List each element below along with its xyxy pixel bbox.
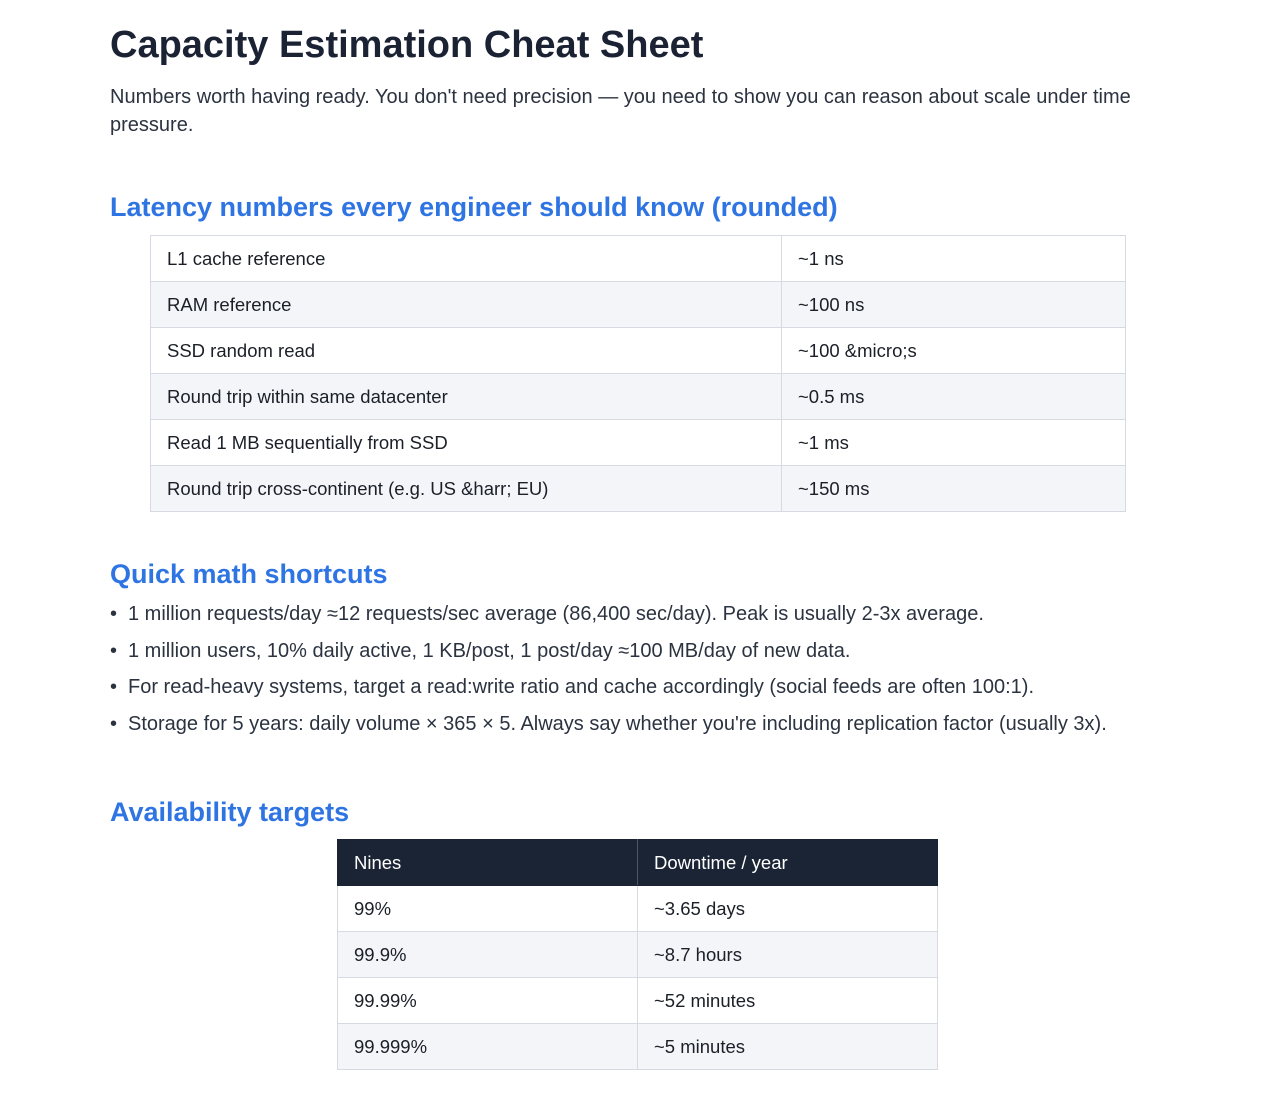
- availability-heading: Availability targets: [110, 797, 350, 827]
- nines-cell: 99%: [338, 886, 638, 932]
- nines-cell: 99.9%: [338, 932, 638, 978]
- list-item-text: 1 million requests/day ≈12 requests/sec average (86,400 sec/day). Peak is usually 2-3x average.: [128, 603, 984, 625]
- list-item: [110, 706, 1210, 743]
- latency-value: ~100 &micro;s: [782, 328, 1126, 374]
- latency-label: Round trip cross-continent (e.g. US &harr; EU): [151, 466, 782, 512]
- latency-value: ~1 ms: [782, 420, 1126, 466]
- list-item-text: For read-heavy systems, target a read:write ratio and cache accordingly (social feeds are often 100:1).: [128, 676, 1035, 698]
- latency-value: ~150 ms: [782, 466, 1126, 512]
- quick-math-list: [110, 596, 1210, 742]
- table-row: [338, 1024, 938, 1070]
- column-header-nines: Nines: [338, 840, 638, 886]
- table-row: [151, 328, 1126, 374]
- list-item-text: Storage for 5 years: daily volume × 365 × 5. Always say whether you're including replication factor (usually 3x).: [128, 712, 1107, 735]
- table-row: [151, 420, 1126, 466]
- downtime-cell: ~8.7 hours: [638, 932, 938, 978]
- latency-label: SSD random read: [151, 328, 782, 374]
- bullet-icon: •: [110, 603, 118, 625]
- latency-value: ~0.5 ms: [782, 374, 1126, 420]
- list-item: [110, 633, 1210, 670]
- availability-table: [337, 839, 938, 1070]
- latency-table: [150, 235, 1126, 512]
- table-row: [338, 932, 938, 978]
- page-title: Capacity Estimation Cheat Sheet: [110, 24, 704, 66]
- bullet-icon: •: [110, 639, 118, 662]
- quick-math-heading: Quick math shortcuts: [110, 559, 388, 589]
- list-item: [110, 669, 1210, 706]
- table-row: [338, 886, 938, 932]
- list-item-text: 1 million users, 10% daily active, 1 KB/post, 1 post/day ≈100 MB/day of new data.: [128, 639, 851, 662]
- latency-label: Read 1 MB sequentially from SSD: [151, 420, 782, 466]
- table-header-row: [338, 840, 938, 886]
- table-row: [151, 466, 1126, 512]
- latency-label: RAM reference: [151, 282, 782, 328]
- table-row: [151, 374, 1126, 420]
- latency-value: ~100 ns: [782, 282, 1126, 328]
- bullet-icon: •: [110, 712, 118, 735]
- latency-label: Round trip within same datacenter: [151, 374, 782, 420]
- nines-cell: 99.999%: [338, 1024, 638, 1070]
- downtime-cell: ~52 minutes: [638, 978, 938, 1024]
- downtime-cell: ~5 minutes: [638, 1024, 938, 1070]
- table-row: [338, 978, 938, 1024]
- latency-heading: Latency numbers every engineer should know (rounded): [110, 192, 838, 222]
- column-header-downtime: Downtime / year: [638, 840, 938, 886]
- intro-paragraph: Numbers worth having ready. You don't need precision — you need to show you can reason about scale under time pressure.: [110, 86, 1131, 136]
- table-row: [151, 236, 1126, 282]
- latency-label: L1 cache reference: [151, 236, 782, 282]
- nines-cell: 99.99%: [338, 978, 638, 1024]
- latency-value: ~1 ns: [782, 236, 1126, 282]
- list-item: [110, 596, 1210, 633]
- table-row: [151, 282, 1126, 328]
- downtime-cell: ~3.65 days: [638, 886, 938, 932]
- bullet-icon: •: [110, 676, 118, 698]
